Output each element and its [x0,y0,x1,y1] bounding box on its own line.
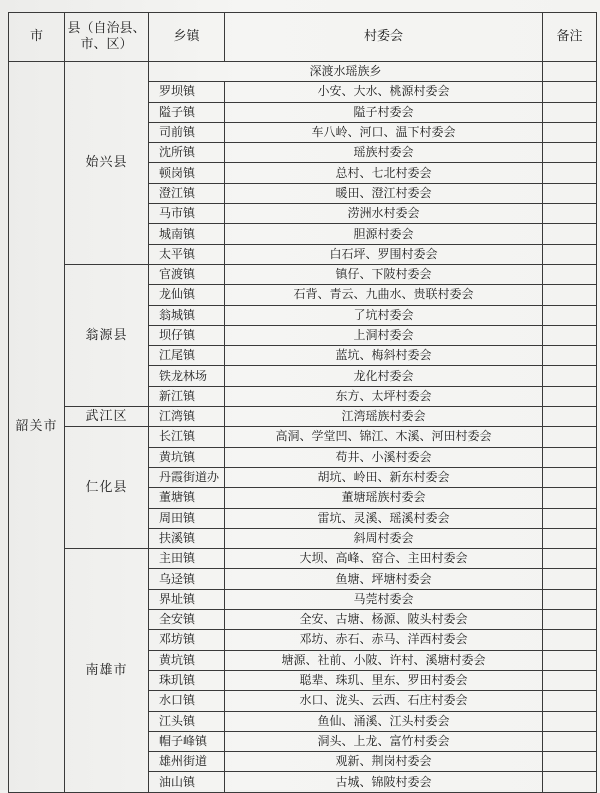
village-cell: 镇仔、下陂村委会 [225,264,543,284]
note-cell [543,427,597,447]
town-cell: 黄坑镇 [149,650,225,670]
town-cell: 油山镇 [149,772,225,792]
town-cell: 罗坝镇 [149,82,225,102]
county-cell: 南雄市 [65,549,149,793]
table-row [9,264,597,284]
town-cell: 长江镇 [149,427,225,447]
note-cell [543,102,597,122]
town-cell: 董塘镇 [149,488,225,508]
village-cell: 聪辈、珠玑、里东、罗田村委会 [225,670,543,690]
village-cell: 江湾瑶族村委会 [225,407,543,427]
table-row [9,549,597,569]
village-table [8,12,597,793]
town-cell: 周田镇 [149,508,225,528]
town-cell: 江头镇 [149,711,225,731]
table-header-row [9,13,597,62]
town-cell: 全安镇 [149,610,225,630]
note-cell [543,447,597,467]
village-cell: 马莞村委会 [225,589,543,609]
town-cell: 司前镇 [149,122,225,142]
note-cell [543,183,597,203]
town-cell: 澄江镇 [149,183,225,203]
county-cell: 翁源县 [65,264,149,406]
note-cell [543,731,597,751]
village-cell: 雷坑、灵溪、瑶溪村委会 [225,508,543,528]
village-cell: 小安、大水、桃源村委会 [225,82,543,102]
town-cell: 邓坊镇 [149,630,225,650]
village-cell: 鱼塘、坪塘村委会 [225,569,543,589]
village-cell: 斜周村委会 [225,528,543,548]
note-cell [543,752,597,772]
note-cell [543,711,597,731]
village-cell: 白石坪、罗围村委会 [225,244,543,264]
village-cell: 全安、古塘、杨源、陂头村委会 [225,610,543,630]
note-cell [543,325,597,345]
town-cell: 顿岗镇 [149,163,225,183]
note-cell [543,244,597,264]
village-cell: 东方、太坪村委会 [225,386,543,406]
note-cell [543,224,597,244]
village-cell: 瑶族村委会 [225,143,543,163]
note-cell [543,346,597,366]
town-cell: 铁龙林场 [149,366,225,386]
township-merged-cell: 深渡水瑶族乡 [149,62,543,82]
town-cell: 珠玑镇 [149,670,225,690]
table-body [9,62,597,793]
town-cell: 丹霞街道办 [149,467,225,487]
town-cell: 官渡镇 [149,264,225,284]
note-cell [543,589,597,609]
village-cell: 邓坊、赤石、赤马、洋西村委会 [225,630,543,650]
table-row [9,62,597,82]
header-village: 村委会 [225,13,543,62]
town-cell: 界址镇 [149,589,225,609]
note-cell [543,366,597,386]
note-cell [543,610,597,630]
village-cell: 涝洲水村委会 [225,204,543,224]
town-cell: 江尾镇 [149,346,225,366]
town-cell: 新江镇 [149,386,225,406]
note-cell [543,163,597,183]
town-cell: 主田镇 [149,549,225,569]
town-cell: 扶溪镇 [149,528,225,548]
note-cell [543,122,597,142]
village-cell: 胆源村委会 [225,224,543,244]
note-cell [543,143,597,163]
note-cell [543,650,597,670]
note-cell [543,569,597,589]
village-cell: 上洞村委会 [225,325,543,345]
town-cell: 马市镇 [149,204,225,224]
town-cell: 坝仔镇 [149,325,225,345]
town-cell: 黄坑镇 [149,447,225,467]
town-cell: 沈所镇 [149,143,225,163]
note-cell [543,62,597,82]
village-cell: 暖田、澄江村委会 [225,183,543,203]
town-cell: 水口镇 [149,691,225,711]
note-cell [543,204,597,224]
county-cell: 仁化县 [65,427,149,549]
village-cell: 苟井、小溪村委会 [225,447,543,467]
village-cell: 了坑村委会 [225,305,543,325]
village-cell: 鱼仙、涌溪、江头村委会 [225,711,543,731]
city-cell: 韶关市 [9,62,65,793]
village-cell: 蓝坑、梅斜村委会 [225,346,543,366]
town-cell: 龙仙镇 [149,285,225,305]
note-cell [543,305,597,325]
note-cell [543,82,597,102]
county-cell: 始兴县 [65,62,149,265]
table-row [9,427,597,447]
note-cell [543,508,597,528]
village-cell: 胡坑、岭田、新东村委会 [225,467,543,487]
village-cell: 高洞、学堂凹、锦江、木溪、河田村委会 [225,427,543,447]
town-cell: 城南镇 [149,224,225,244]
village-cell: 隘子村委会 [225,102,543,122]
village-cell: 车八岭、河口、温下村委会 [225,122,543,142]
county-cell: 武江区 [65,407,149,427]
village-cell: 总村、七北村委会 [225,163,543,183]
note-cell [543,772,597,792]
village-cell: 水口、泷头、云西、石庄村委会 [225,691,543,711]
note-cell [543,407,597,427]
town-cell: 帽子峰镇 [149,731,225,751]
header-city: 市 [9,13,65,62]
village-cell: 塘源、社前、小陂、许村、溪塘村委会 [225,650,543,670]
note-cell [543,386,597,406]
table-row [9,407,597,427]
village-cell: 古城、锦陂村委会 [225,772,543,792]
village-cell: 观新、荆岗村委会 [225,752,543,772]
village-cell: 洞头、上龙、富竹村委会 [225,731,543,751]
town-cell: 太平镇 [149,244,225,264]
note-cell [543,670,597,690]
town-cell: 乌迳镇 [149,569,225,589]
town-cell: 翁城镇 [149,305,225,325]
header-note: 备注 [543,13,597,62]
note-cell [543,264,597,284]
note-cell [543,528,597,548]
note-cell [543,488,597,508]
village-cell: 大坝、高峰、窑合、主田村委会 [225,549,543,569]
note-cell [543,467,597,487]
town-cell: 隘子镇 [149,102,225,122]
note-cell [543,285,597,305]
town-cell: 雄州街道 [149,752,225,772]
header-county: 县（自治县、市、区） [65,13,149,62]
village-cell: 石背、青云、九曲水、贵联村委会 [225,285,543,305]
note-cell [543,630,597,650]
village-cell: 龙化村委会 [225,366,543,386]
village-cell: 董塘瑶族村委会 [225,488,543,508]
header-town: 乡镇 [149,13,225,62]
town-cell: 江湾镇 [149,407,225,427]
note-cell [543,549,597,569]
note-cell [543,691,597,711]
